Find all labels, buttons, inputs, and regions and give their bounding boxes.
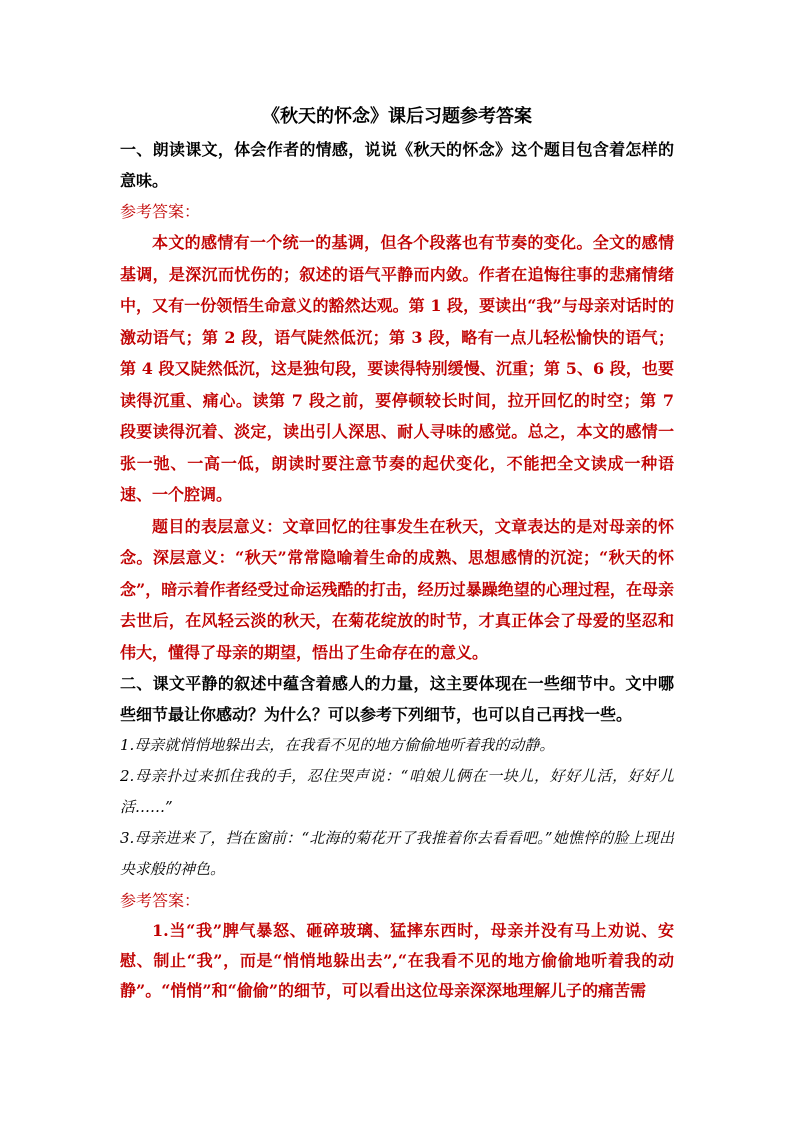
question-1-answer-paragraph-2: 题目的表层意义：文章回忆的往事发生在秋天，文章表达的是对母亲的怀念。深层意义：“秋天”常常隐喻着生命的成熟、思想感情的沉淀；“秋天的怀念”，暗示着作者经受过命运残酷的打击，经历过暴躁绝望的心理过程，在母亲去世后，在风轻云淡的秋天，在菊花绽放的时节，才真正体会了母爱的坚忍和伟大，懂得了母亲的期望，悟出了生命存在的意义。 bbox=[120, 516, 674, 662]
detail-item-2: 2.母亲扑过来抓住我的手，忍住哭声说：“咱娘儿俩在一块儿，好好儿活，好好儿活……” bbox=[120, 767, 674, 816]
document-title: 《秋天的怀念》课后习题参考答案 bbox=[262, 106, 532, 127]
question-1: 一、朗读课文，体会作者的情感，说说《秋天的怀念》这个题目包含着怎样的意味。 bbox=[120, 140, 674, 190]
question-2-answer-paragraph-1: 1.当“我”脾气暴怒、砸碎玻璃、猛摔东西时，母亲并没有马上劝说、安慰、制止“我”，而是“悄悄地躲出去”,“在我看不见的地方偷偷地听着我的动静”。“悄悄”和“偷偷”的细节，可以看出这位母亲深深地理解儿子的痛苦需 bbox=[120, 921, 674, 1000]
detail-item-1: 1.母亲就悄悄地躲出去，在我看不见的地方偷偷地听着我的动静。 bbox=[120, 736, 555, 754]
question-1-answer-paragraph-1: 本文的感情有一个统一的基调，但各个段落也有节奏的变化。全文的感情基调，是深沉而忧伤的；叙述的语气平静而内敛。作者在追悔往事的悲痛情绪中，又有一份领悟生命意义的豁然达观。第 1 段，要读出“我”与母亲对话时的激动语气；第 2 段，语气陡然低沉；第 3 段，略有一点儿轻松愉快的语气；第 4 段又陡然低沉，这是独句段，要读得特别缓慢、沉重；第 5、6 段，也要读得沉重、痛心。读第 7 段之前，要停顿较长时间，拉开回忆的时空；第 7 段要读得沉着、淡定，读出引人深思、耐人寻味的感觉。总之，本文的感情一张一弛、一高一低，朗读时要注意节奏的起伏变化，不能把全文读成一种语速、一个腔调。 bbox=[120, 233, 674, 504]
answer-label-1: 参考答案： bbox=[120, 202, 201, 221]
question-2: 二、课文平静的叙述中蕴含着感人的力量，这主要体现在一些细节中。文中哪些细节最让你感动？为什么？可以参考下列细节，也可以自己再找一些。 bbox=[120, 674, 674, 724]
detail-item-3: 3.母亲进来了，挡在窗前：“北海的菊花开了我推着你去看看吧。”她憔悴的脸上现出央求般的神色。 bbox=[120, 829, 674, 878]
answer-label-2: 参考答案： bbox=[120, 891, 201, 910]
